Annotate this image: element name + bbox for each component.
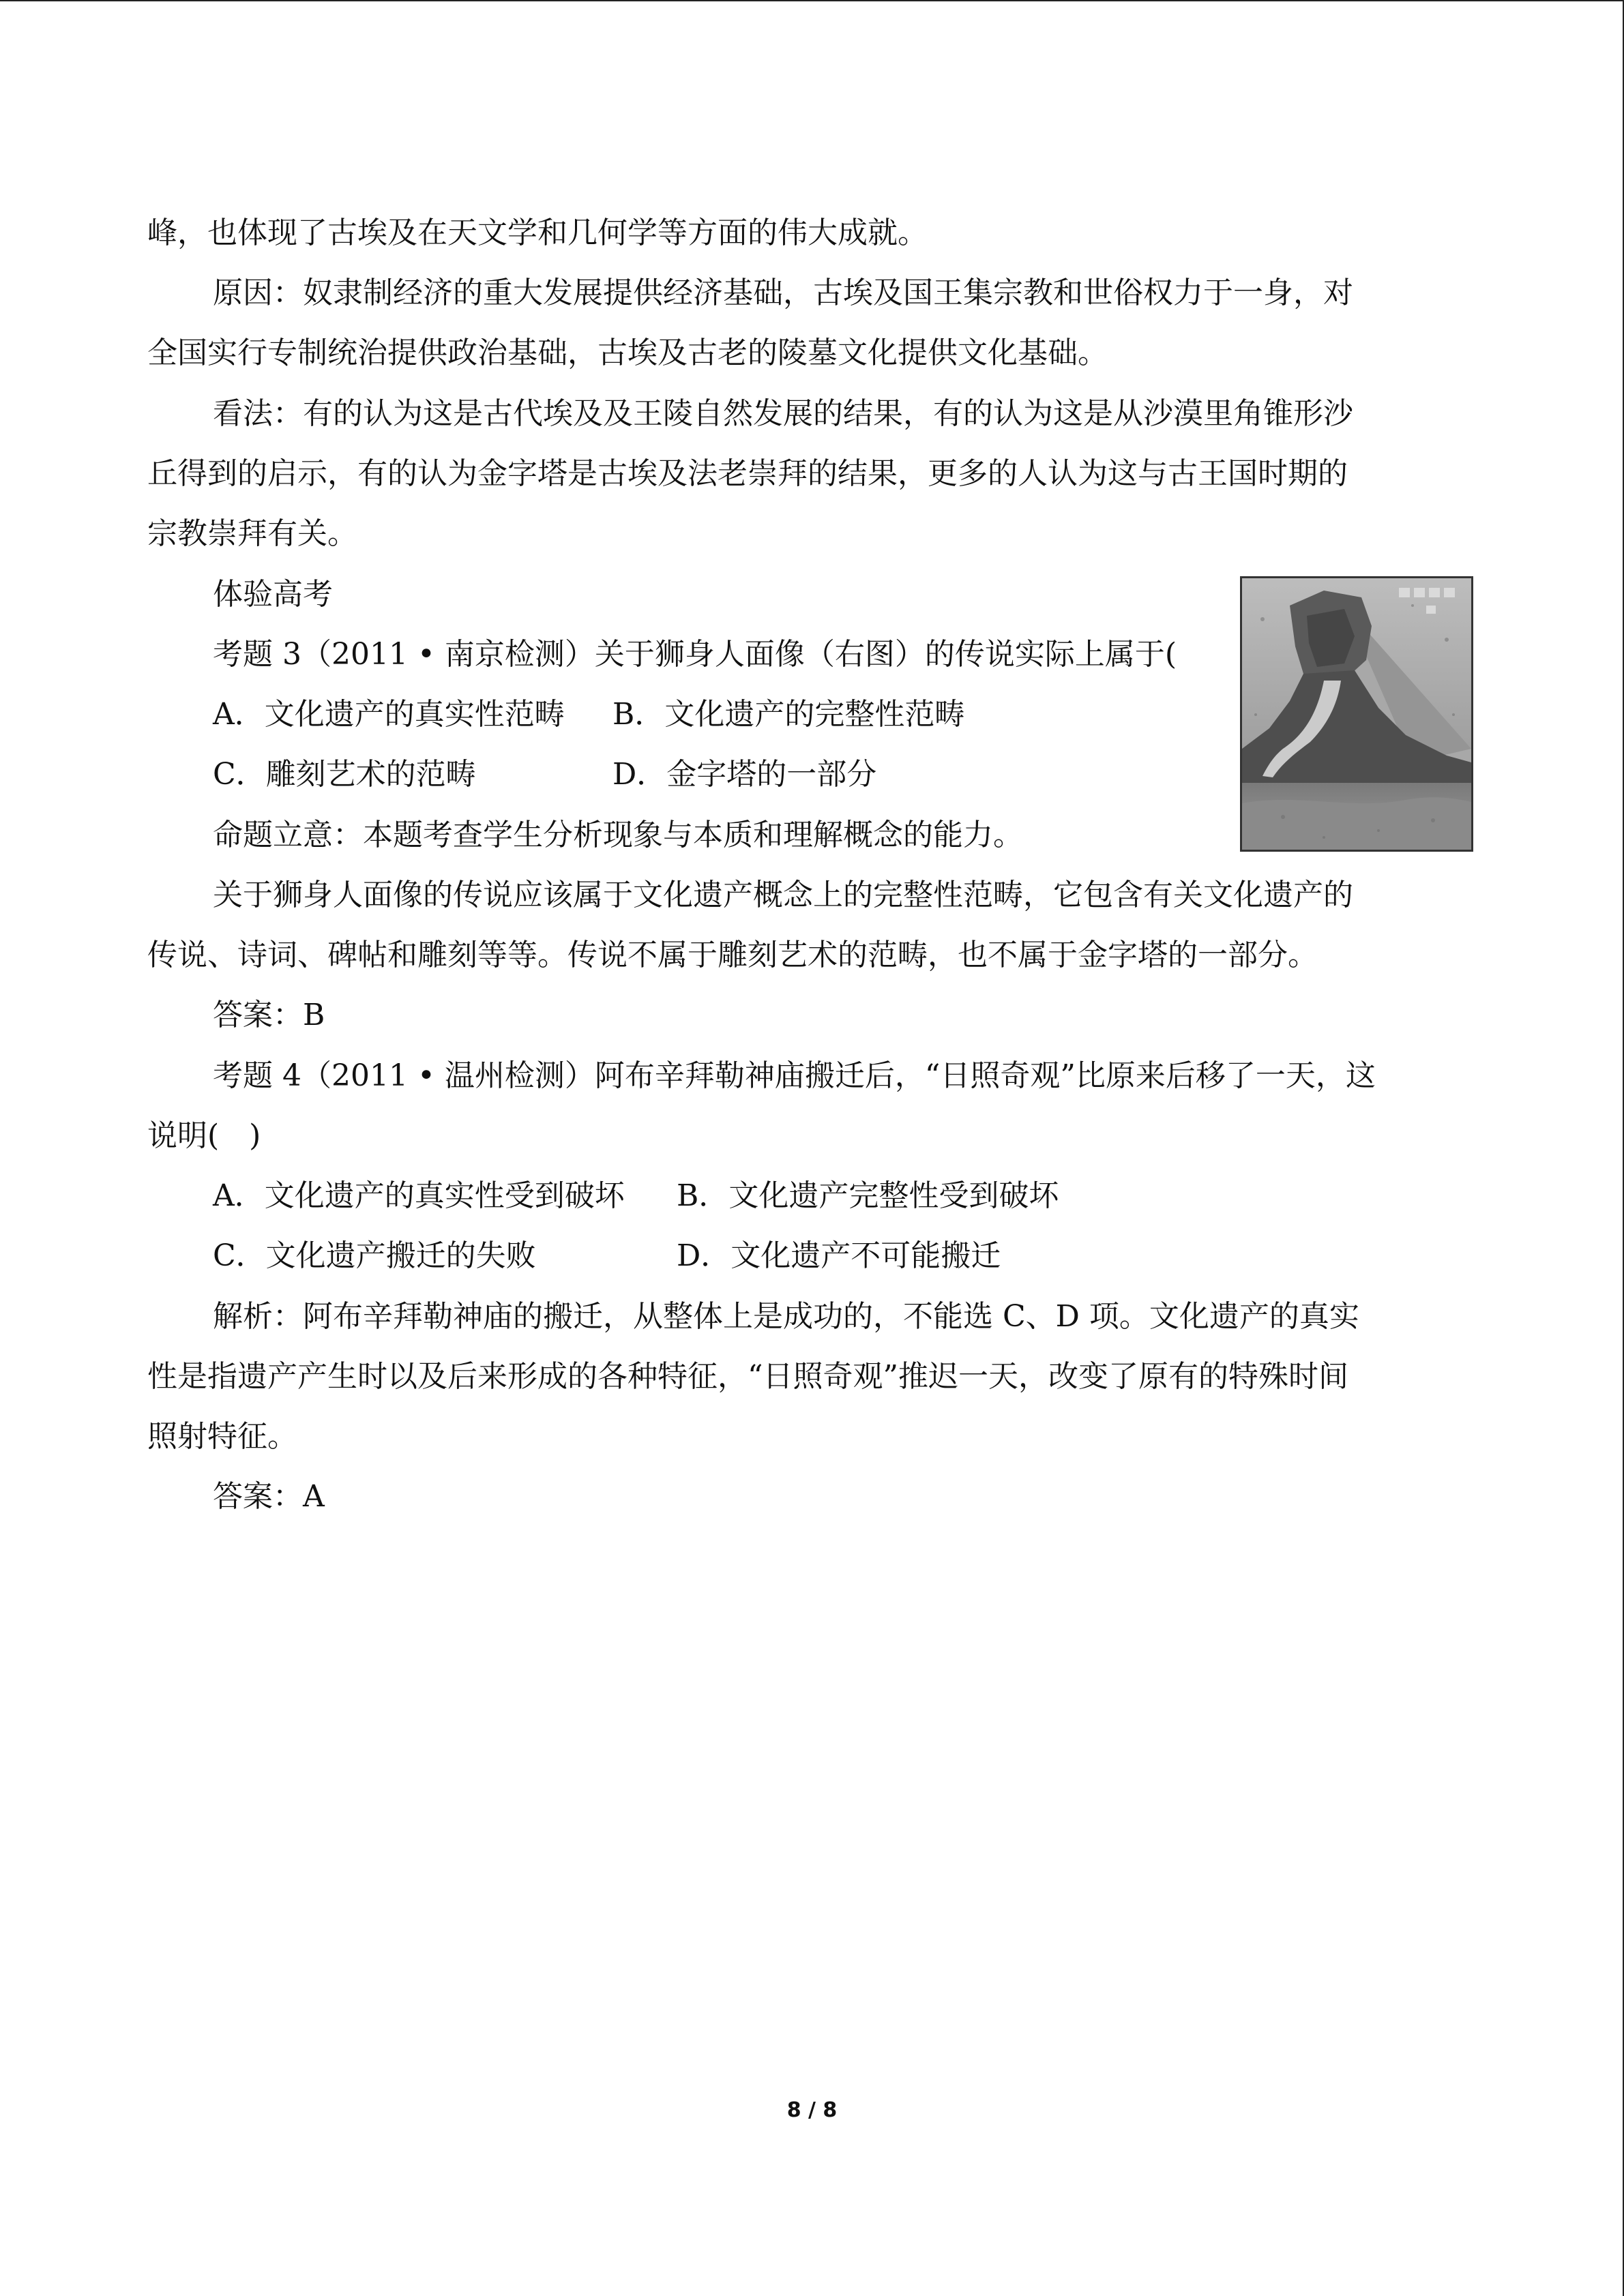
question4-stem-line: 说明( ) [147, 1118, 261, 1153]
question3-explanation-line: 传说、诗词、碑帖和雕刻等等。传说不属于雕刻艺术的范畴，也不属于金字塔的一部分。 [147, 938, 1318, 972]
paragraph-line: 全国实行专制统治提供政治基础，古埃及古老的陵墓文化提供文化基础。 [147, 336, 1108, 370]
question4-option-c: C．文化遗产搬迁的失败 [213, 1238, 536, 1273]
page-number: 8 / 8 [786, 2098, 838, 2122]
question4-option-a: A．文化遗产的真实性受到破坏 [213, 1178, 625, 1213]
question4-analysis-line: 解析：阿布辛拜勒神庙的搬迁，从整体上是成功的，不能选 C、D 项。文化遗产的真实 [213, 1299, 1359, 1334]
section-heading: 体验高考 [213, 577, 333, 612]
question4-option-d: D．文化遗产不可能搬迁 [677, 1238, 1001, 1273]
question4-answer: 答案：A [213, 1479, 325, 1514]
question4-analysis-line: 性是指遗产产生时以及后来形成的各种特征，“日照奇观”推迟一天，改变了原有的特殊时间 [147, 1359, 1348, 1394]
question3-stem: 考题 3（2011 • 南京检测）关于狮身人面像（右图）的传说实际上属于( [213, 637, 1177, 672]
question3-answer: 答案：B [213, 998, 325, 1032]
paragraph-line: 原因：奴隶制经济的重大发展提供经济基础，古埃及国王集宗教和世俗权力于一身，对 [213, 275, 1353, 310]
question3-explanation-line: 关于狮身人面像的传说应该属于文化遗产概念上的完整性范畴，它包含有关文化遗产的 [213, 878, 1353, 912]
paragraph-line: 丘得到的启示，有的认为金字塔是古埃及法老崇拜的结果，更多的人认为这与古王国时期的 [147, 456, 1348, 491]
paragraph-line: 看法：有的认为这是古代埃及及王陵自然发展的结果，有的认为这是从沙漠里角锥形沙 [213, 396, 1353, 431]
question4-stem-line: 考题 4（2011 • 温州检测）阿布辛拜勒神庙搬迁后，“日照奇观”比原来后移了一天，这 [213, 1058, 1376, 1093]
question3-option-d: D．金字塔的一部分 [612, 757, 877, 792]
question3-intent: 命题立意：本题考查学生分析现象与本质和理解概念的能力。 [213, 818, 1023, 852]
sphinx-photo-icon [1240, 576, 1473, 852]
question4-analysis-line: 照射特征。 [147, 1419, 297, 1454]
question3-option-c: C．雕刻艺术的范畴 [213, 757, 476, 792]
paragraph-line: 峰，也体现了古埃及在天文学和几何学等方面的伟大成就。 [147, 215, 928, 250]
question3-option-a: A．文化遗产的真实性范畴 [213, 697, 565, 732]
question3-option-b: B．文化遗产的完整性范畴 [612, 697, 965, 732]
question4-option-b: B．文化遗产完整性受到破坏 [677, 1178, 1059, 1213]
paragraph-line: 宗教崇拜有关。 [147, 516, 357, 551]
